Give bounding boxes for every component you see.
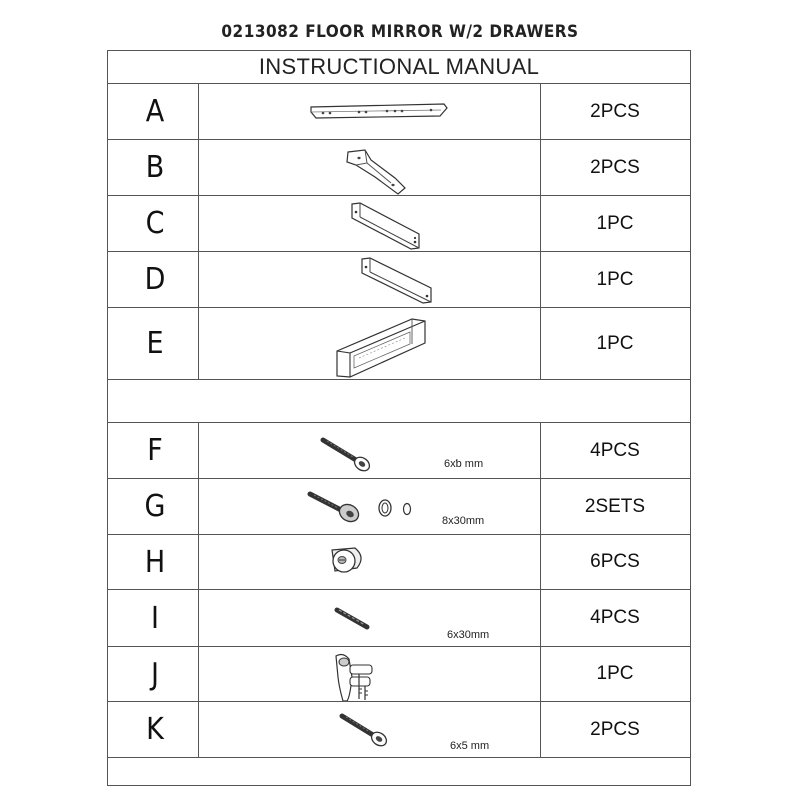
part-quantity: 2PCS — [590, 718, 640, 740]
flat-bracket-icon — [199, 84, 540, 140]
table-header — [108, 51, 690, 83]
part-quantity: 1PC — [596, 663, 634, 684]
table-row — [108, 83, 690, 139]
part-quantity: 1PC — [596, 268, 634, 290]
part-letter: F — [108, 423, 199, 478]
part-quantity: 1PC — [596, 332, 634, 354]
table-row — [108, 478, 690, 534]
spacer-row — [108, 757, 690, 785]
angle-bracket-icon — [199, 140, 540, 196]
drawer-frame-icon — [199, 308, 540, 380]
bolt-icon — [199, 423, 540, 479]
part-quantity: 1PC — [596, 212, 634, 234]
part-letter: B — [108, 140, 199, 195]
document-title: 0213082 FLOOR MIRROR W/2 DRAWERS — [221, 22, 579, 42]
part-quantity: 4PCS — [590, 439, 640, 461]
wood-rail-icon — [199, 252, 540, 308]
part-letter: G — [108, 479, 199, 534]
part-letter: A — [108, 84, 199, 139]
table-header-label: INSTRUCTIONAL MANUAL — [258, 54, 540, 79]
table-row — [108, 251, 690, 307]
lock-and-keys-icon — [199, 647, 540, 702]
part-spec: 6xƅ mm — [444, 458, 484, 470]
bolt-washer-set-icon — [199, 479, 540, 535]
part-letter: D — [108, 252, 199, 307]
part-letter: J — [108, 647, 199, 701]
part-quantity: 2PCS — [590, 156, 640, 178]
part-quantity: 2SETS — [584, 495, 646, 517]
part-spec: 6x5 mm — [450, 740, 490, 752]
cam-lock-icon — [199, 535, 540, 590]
table-row — [108, 307, 690, 379]
part-quantity: 2PCS — [590, 100, 640, 122]
part-letter: I — [108, 590, 199, 646]
part-quantity: 4PCS — [590, 607, 640, 628]
table-row — [108, 534, 690, 589]
table-row — [108, 195, 690, 251]
wood-rail-icon — [199, 196, 540, 252]
part-letter: E — [108, 308, 199, 379]
part-letter: C — [108, 196, 199, 251]
table-row — [108, 589, 690, 646]
part-letter: H — [108, 535, 199, 589]
part-quantity: 6PCS — [590, 551, 640, 572]
part-letter: K — [108, 702, 199, 757]
table-row — [108, 701, 690, 757]
table-row — [108, 646, 690, 701]
table-row — [108, 139, 690, 195]
part-spec: 6x30mm — [447, 629, 490, 641]
table-row — [108, 422, 690, 478]
parts-table — [107, 50, 691, 786]
part-spec: 8x30mm — [442, 515, 485, 527]
spacer-row — [108, 379, 690, 422]
